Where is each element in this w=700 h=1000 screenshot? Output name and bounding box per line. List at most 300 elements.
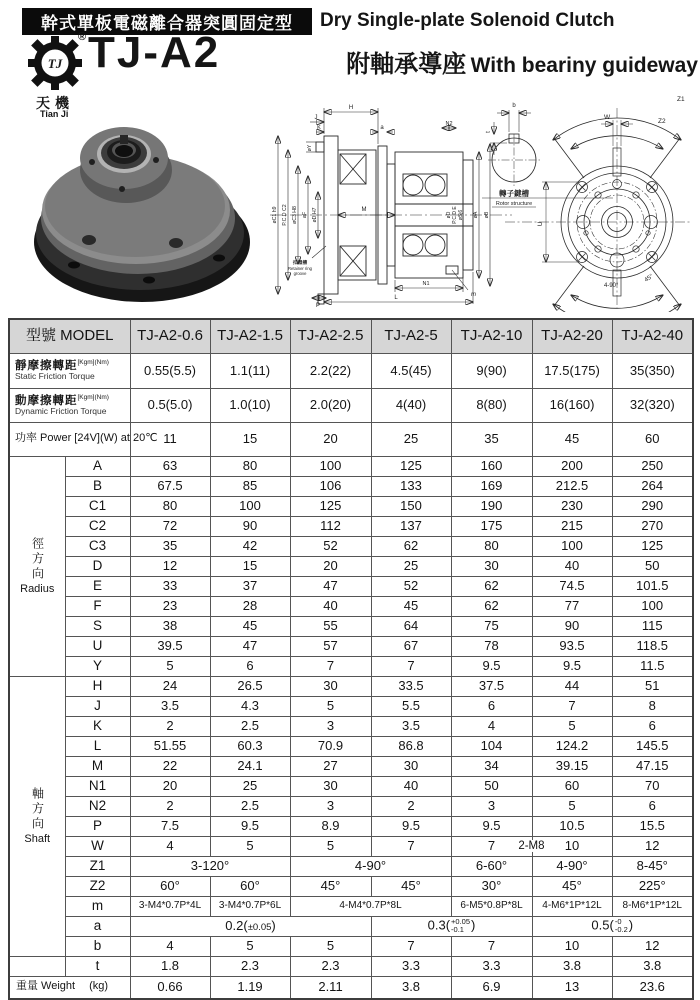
value-cell: 5.5 — [371, 696, 451, 716]
front-w-label: W — [604, 114, 611, 121]
table-row — [9, 876, 693, 896]
dim-label-cell: N2 — [65, 796, 130, 816]
table-row — [9, 796, 693, 816]
value-cell: 2 — [371, 796, 451, 816]
value-cell: 1.0(10) — [210, 388, 290, 422]
value-cell: 1.8 — [130, 956, 210, 976]
front-view-drawing — [480, 86, 700, 312]
table-row — [9, 616, 693, 636]
value-cell: 6 — [612, 716, 693, 736]
value-cell: 2.5 — [210, 716, 290, 736]
weight-value-cell: 23.6 — [612, 976, 693, 999]
inset-t-label: t — [486, 131, 492, 133]
value-cell: 27 — [290, 756, 371, 776]
value-cell: 7 — [451, 936, 532, 956]
value-cell: 24 — [130, 676, 210, 696]
value-cell: 60 — [532, 776, 612, 796]
value-cell: 90 — [532, 616, 612, 636]
dim-label-cell: Z2 — [65, 876, 130, 896]
group-label: 徑方向 Radius — [9, 456, 65, 676]
value-cell: 67 — [371, 636, 451, 656]
value-cell: 145.5 — [612, 736, 693, 756]
dim-label-cell: E — [65, 576, 130, 596]
dim-label-cell: C3 — [65, 536, 130, 556]
table-row — [9, 756, 693, 776]
value-cell: 51.55 — [130, 736, 210, 756]
value-cell: 60.3 — [210, 736, 290, 756]
value-cell: 45° — [532, 876, 612, 896]
value-cell: 0.3( +0.05 -0.1 ) — [371, 916, 532, 936]
value-cell: 15 — [210, 556, 290, 576]
value-cell: 4-90° — [532, 856, 612, 876]
dim-label-cell: C2 — [65, 516, 130, 536]
value-cell: 67.5 — [130, 476, 210, 496]
value-cell: 45 — [532, 422, 612, 456]
model-cell: TJ-A2-20 — [532, 319, 612, 353]
group-label-empty — [9, 956, 65, 976]
table-row — [9, 496, 693, 516]
model-name: TJ-A2 — [88, 28, 221, 77]
table-row — [9, 353, 693, 388]
value-cell: 3.8 — [612, 956, 693, 976]
front-z2-label: Z2 — [658, 118, 666, 125]
value-cell: 1.1(11) — [210, 353, 290, 388]
value-cell: 20 — [290, 556, 371, 576]
value-cell: 42 — [210, 536, 290, 556]
value-cell: 2.3 — [290, 956, 371, 976]
table-row — [9, 776, 693, 796]
value-cell: 30 — [451, 556, 532, 576]
value-cell: 15 — [210, 422, 290, 456]
value-cell: 4 — [130, 836, 210, 856]
inset-caption-zh: 轉子鍵槽 — [499, 189, 529, 198]
value-cell: 9.5 — [210, 816, 290, 836]
value-cell: 8 — [612, 696, 693, 716]
value-cell: 100 — [532, 536, 612, 556]
value-cell: 62 — [371, 536, 451, 556]
dim-label-cell: M — [65, 756, 130, 776]
table-row — [9, 956, 693, 976]
value-cell: 9.5 — [451, 816, 532, 836]
front-u-label: U — [537, 221, 544, 227]
table-row — [9, 896, 693, 916]
table-row — [9, 576, 693, 596]
subtitle-en-text: With beariny guideway — [470, 54, 698, 77]
value-cell: 137 — [371, 516, 451, 536]
value-cell: 225° — [612, 876, 693, 896]
value-cell: 169 — [451, 476, 532, 496]
value-cell: 47 — [290, 576, 371, 596]
value-cell: 0.5( -0 -0.2 ) — [532, 916, 693, 936]
value-cell: 125 — [612, 536, 693, 556]
dim-h-label: H — [348, 105, 354, 111]
value-cell: 290 — [612, 496, 693, 516]
w-thread-annotation: 2-M8 — [515, 840, 547, 852]
dim-k-label: K — [317, 125, 321, 131]
value-cell: 45° — [290, 876, 371, 896]
value-cell: 7 — [371, 936, 451, 956]
value-cell: 7 — [532, 696, 612, 716]
table-row — [9, 936, 693, 956]
weight-value-cell: 1.19 — [210, 976, 290, 999]
group-label: 軸方向 Shaft — [9, 676, 65, 956]
value-cell: 133 — [371, 476, 451, 496]
table-row — [9, 476, 693, 496]
table-row — [9, 388, 693, 422]
value-cell: 63 — [130, 456, 210, 476]
value-cell: 37 — [210, 576, 290, 596]
value-cell: 150 — [371, 496, 451, 516]
value-cell: 3.8 — [532, 956, 612, 976]
value-cell: 5 — [210, 936, 290, 956]
front-45deg-label: 45° — [643, 273, 655, 284]
value-cell: 5 — [532, 796, 612, 816]
page-title-en: Dry Single-plate Solenoid Clutch — [320, 10, 615, 31]
value-cell: 5 — [290, 836, 371, 856]
value-cell: 17.5(175) — [532, 353, 612, 388]
model-cell: TJ-A2-2.5 — [290, 319, 371, 353]
value-cell: 6-60° — [451, 856, 532, 876]
dim-label-cell: A — [65, 456, 130, 476]
dim-oc1-label: øC1 h9 — [272, 206, 278, 224]
dim-label-cell: t — [65, 956, 130, 976]
model-cell: TJ-A2-10 — [451, 319, 532, 353]
clutch-product-photo — [14, 90, 266, 312]
value-cell: 78 — [451, 636, 532, 656]
spec-table — [8, 318, 694, 1000]
dim-label-cell: K — [65, 716, 130, 736]
value-cell: 9.5 — [532, 656, 612, 676]
page-title-zh: 幹式單板電磁離合器突圓固定型 — [22, 8, 312, 35]
value-cell: 72 — [130, 516, 210, 536]
dim-label-cell: N1 — [65, 776, 130, 796]
dim-of-label: øF — [302, 211, 308, 219]
model-header-cell: 型號 MODEL — [9, 319, 130, 353]
value-cell: 57 — [290, 636, 371, 656]
weight-value-cell: 13 — [532, 976, 612, 999]
value-cell: 215 — [532, 516, 612, 536]
value-cell: 6-M5*0.8P*8L — [451, 896, 532, 916]
weight-value-cell: 2.11 — [290, 976, 371, 999]
value-cell: 6 — [210, 656, 290, 676]
retainer-note-en2: groove — [293, 271, 307, 276]
dim-label-cell: U — [65, 636, 130, 656]
value-cell: 4.3 — [210, 696, 290, 716]
value-cell: 8-M6*1P*12L — [612, 896, 693, 916]
logo-monogram: TJ — [47, 56, 63, 71]
value-cell: 3 — [451, 796, 532, 816]
dim-n2-label: N2 — [445, 121, 453, 127]
table-row — [9, 456, 693, 476]
value-cell: 52 — [371, 576, 451, 596]
value-cell: 7 — [371, 836, 451, 856]
value-cell: 3-M4*0.7P*4L — [130, 896, 210, 916]
cross-section-drawing — [266, 88, 516, 310]
value-cell: 60 — [612, 422, 693, 456]
value-cell: 9.5 — [451, 656, 532, 676]
dim-label-cell: Y — [65, 656, 130, 676]
dim-label-cell: B — [65, 476, 130, 496]
weight-value-cell: 0.66 — [130, 976, 210, 999]
value-cell: 8-45° — [612, 856, 693, 876]
value-cell: 35 — [130, 536, 210, 556]
value-cell: 30 — [290, 676, 371, 696]
registered-mark: ® — [78, 31, 87, 43]
value-cell: 8(80) — [451, 388, 532, 422]
value-cell: 30° — [451, 876, 532, 896]
brand-name-en: Tian Ji — [40, 109, 69, 119]
value-cell: 0.2(±0.05) — [130, 916, 371, 936]
value-cell: 77 — [532, 596, 612, 616]
value-cell: 7 — [290, 656, 371, 676]
value-cell: 125 — [371, 456, 451, 476]
value-cell: 11.5 — [612, 656, 693, 676]
value-cell: 55 — [290, 616, 371, 636]
value-cell: 4(40) — [371, 388, 451, 422]
value-cell: 250 — [612, 456, 693, 476]
weight-value-cell: 6.9 — [451, 976, 532, 999]
value-cell: 2.5 — [210, 796, 290, 816]
value-cell: 20 — [130, 776, 210, 796]
value-cell: 10.5 — [532, 816, 612, 836]
value-cell: 74.5 — [532, 576, 612, 596]
value-cell: 8.9 — [290, 816, 371, 836]
value-cell: 160 — [451, 456, 532, 476]
dim-label-cell: C1 — [65, 496, 130, 516]
value-cell: 270 — [612, 516, 693, 536]
value-cell: 62 — [451, 576, 532, 596]
page-subtitle — [250, 44, 698, 79]
value-cell: 38 — [130, 616, 210, 636]
value-cell: 5 — [290, 696, 371, 716]
dim-oc3-label: øC3 H8 — [292, 206, 298, 224]
value-cell: 39.5 — [130, 636, 210, 656]
value-cell: 70 — [612, 776, 693, 796]
value-cell: 100 — [210, 496, 290, 516]
value-cell: 125 — [290, 496, 371, 516]
value-cell: 3-120° — [130, 856, 290, 876]
value-cell: 80 — [210, 456, 290, 476]
value-cell: 30 — [290, 776, 371, 796]
table-row — [9, 556, 693, 576]
value-cell: 20 — [290, 422, 371, 456]
dim-label-cell: L — [65, 736, 130, 756]
dim-oa-label: øA — [473, 211, 479, 219]
value-cell: 4-90° — [290, 856, 451, 876]
table-row — [9, 916, 693, 936]
value-cell: 2 — [130, 796, 210, 816]
value-cell: 26.5 — [210, 676, 290, 696]
value-cell: 80 — [451, 536, 532, 556]
dim-label-cell: Z1 — [65, 856, 130, 876]
dim-label-cell: J — [65, 696, 130, 716]
value-cell: 50 — [451, 776, 532, 796]
dim-od-label: øD — [446, 211, 452, 219]
value-cell: 60° — [210, 876, 290, 896]
weight-value-cell: 3.8 — [371, 976, 451, 999]
value-cell: 45 — [371, 596, 451, 616]
value-cell: 7 2-M8 — [451, 836, 532, 856]
dim-label-cell: S — [65, 616, 130, 636]
value-cell: 0.55(5.5) — [130, 353, 210, 388]
dim-label-cell: H — [65, 676, 130, 696]
value-cell: 60° — [130, 876, 210, 896]
value-cell: 35 — [451, 422, 532, 456]
value-cell: 112 — [290, 516, 371, 536]
value-cell: 75 — [451, 616, 532, 636]
value-cell: 25 — [371, 422, 451, 456]
value-cell: 115 — [612, 616, 693, 636]
value-cell: 10 — [532, 936, 612, 956]
inset-b-label: b — [512, 103, 516, 109]
dim-m-label: M — [361, 207, 367, 213]
value-cell: 104 — [451, 736, 532, 756]
value-cell: 50 — [612, 556, 693, 576]
inset-caption-en: Rotor structure — [495, 201, 533, 207]
value-cell: 12 — [612, 936, 693, 956]
value-cell: 40 — [371, 776, 451, 796]
value-cell: 70.9 — [290, 736, 371, 756]
value-cell: 264 — [612, 476, 693, 496]
value-cell: 5 — [130, 656, 210, 676]
value-cell: 15.5 — [612, 816, 693, 836]
dim-label-cell: F — [65, 596, 130, 616]
value-cell: 47 — [210, 636, 290, 656]
value-cell: 5 — [532, 716, 612, 736]
value-cell: 52 — [290, 536, 371, 556]
value-cell: 39.15 — [532, 756, 612, 776]
value-cell: 32(320) — [612, 388, 693, 422]
dim-a-label: a — [380, 125, 384, 131]
model-cell: TJ-A2-40 — [612, 319, 693, 353]
value-cell: 12 — [130, 556, 210, 576]
table-row — [9, 816, 693, 836]
value-cell: 33 — [130, 576, 210, 596]
value-cell: 80 — [130, 496, 210, 516]
table-row — [9, 319, 693, 353]
value-cell: 3.5 — [371, 716, 451, 736]
value-cell: 9.5 — [371, 816, 451, 836]
value-cell: 12 — [612, 836, 693, 856]
value-cell: 11 — [130, 422, 210, 456]
value-cell: 3 — [290, 796, 371, 816]
value-cell: 45 — [210, 616, 290, 636]
spec-label-cell: 靜摩擦轉距$^{[Kgm](Nm)}$ Static Friction Torque — [9, 353, 130, 388]
value-cell: 190 — [451, 496, 532, 516]
dim-oy-label: øY — [307, 144, 313, 152]
value-cell: 5 — [290, 936, 371, 956]
value-cell: 86.8 — [371, 736, 451, 756]
dim-pcdc2-label: P.C.D C2 — [282, 204, 288, 226]
dim-j-label: J — [314, 115, 318, 121]
value-cell: 101.5 — [612, 576, 693, 596]
spec-label-cell: 動摩擦轉距$^{[Kgm](Nm)}$ Dynamic Friction Torque — [9, 388, 130, 422]
value-cell: 7 — [371, 656, 451, 676]
value-cell: 34 — [451, 756, 532, 776]
value-cell: 3 — [290, 716, 371, 736]
table-row — [9, 516, 693, 536]
value-cell: 118.5 — [612, 636, 693, 656]
table-row — [9, 716, 693, 736]
value-cell: 4.5(45) — [371, 353, 451, 388]
value-cell: 40 — [290, 596, 371, 616]
dim-osj6-label: øSj6 — [458, 209, 464, 221]
table-row — [9, 696, 693, 716]
dim-label-cell: a — [65, 916, 130, 936]
value-cell: 4 — [451, 716, 532, 736]
value-cell: 93.5 — [532, 636, 612, 656]
value-cell: 64 — [371, 616, 451, 636]
value-cell: 25 — [371, 556, 451, 576]
value-cell: 0.5(5.0) — [130, 388, 210, 422]
value-cell: 30 — [371, 756, 451, 776]
value-cell: 200 — [532, 456, 612, 476]
value-cell: 51 — [612, 676, 693, 696]
dim-l-label: L — [394, 295, 398, 301]
value-cell: 4-M4*0.7P*8L — [290, 896, 451, 916]
front-bolt-note-label: 4-90° — [604, 283, 619, 289]
front-z1-label: Z1 — [677, 96, 685, 103]
value-cell: 3.5 — [130, 696, 210, 716]
dim-pcde-label: P.C.D E — [452, 206, 458, 224]
value-cell: 28 — [210, 596, 290, 616]
value-cell: 100 — [290, 456, 371, 476]
value-cell: 16(160) — [532, 388, 612, 422]
value-cell: 100 — [612, 596, 693, 616]
value-cell: 9(90) — [451, 353, 532, 388]
value-cell: 90 — [210, 516, 290, 536]
value-cell: 62 — [451, 596, 532, 616]
retainer-note-en1: Retainer ring — [288, 266, 312, 271]
value-cell: 47.15 — [612, 756, 693, 776]
value-cell: 4-M6*1P*12L — [532, 896, 612, 916]
value-cell: 106 — [290, 476, 371, 496]
value-cell: 25 — [210, 776, 290, 796]
value-cell: 212.5 — [532, 476, 612, 496]
dim-odh7-label: øD H7 — [312, 207, 318, 223]
retainer-note-zh: 扣環槽 — [292, 261, 308, 266]
dim-mtap-label: m — [471, 292, 476, 298]
table-row — [9, 596, 693, 616]
dim-label-cell: W — [65, 836, 130, 856]
table-row — [9, 736, 693, 756]
dim-label-cell: b — [65, 936, 130, 956]
value-cell: 4 — [130, 936, 210, 956]
value-cell: 124.2 — [532, 736, 612, 756]
value-cell: 2.0(20) — [290, 388, 371, 422]
subtitle-zh: 附軸承導座 — [346, 51, 467, 78]
value-cell: 175 — [451, 516, 532, 536]
table-row — [9, 636, 693, 656]
model-cell: TJ-A2-0.6 — [130, 319, 210, 353]
table-row — [9, 856, 693, 876]
dim-n1-label: N1 — [422, 281, 430, 287]
table-row — [9, 676, 693, 696]
table-row — [9, 836, 693, 856]
table-row — [9, 976, 693, 999]
value-cell: 23 — [130, 596, 210, 616]
value-cell: 3.3 — [371, 956, 451, 976]
value-cell: 6 — [612, 796, 693, 816]
value-cell: 7.5 — [130, 816, 210, 836]
value-cell: 3-M4*0.7P*6L — [210, 896, 290, 916]
value-cell: 2 — [130, 716, 210, 736]
value-cell: 24.1 — [210, 756, 290, 776]
value-cell: 2.3 — [210, 956, 290, 976]
weight-label-cell: 重量 Weight (kg) — [9, 976, 130, 999]
value-cell: 35(350) — [612, 353, 693, 388]
value-cell: 40 — [532, 556, 612, 576]
